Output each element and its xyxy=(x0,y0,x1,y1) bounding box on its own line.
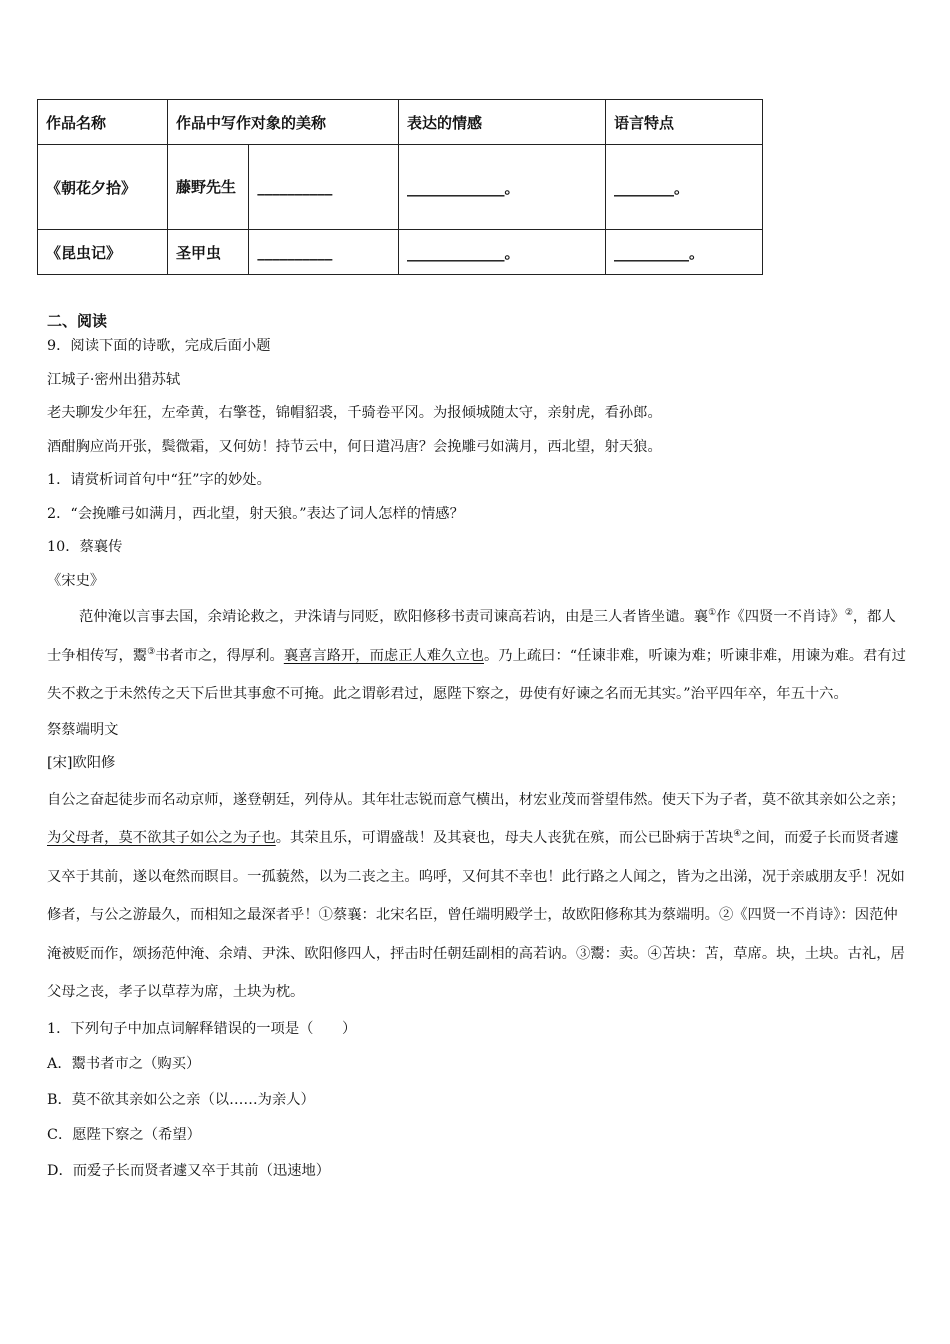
table-row xyxy=(38,145,763,230)
q9-prompt: 9．阅读下面的诗歌，完成后面小题 xyxy=(47,338,271,354)
poem-line: 老夫聊发少年狂，左牵黄，右擎苍，锦帽貂裘，千骑卷平冈。为报倾城随太守，亲射虎，看孙郎。 xyxy=(47,405,662,421)
q10-title: 10．蔡襄传 xyxy=(47,539,123,555)
source-title: 《宋史》 xyxy=(47,572,105,589)
table-cell-subject: 藤野先生 xyxy=(168,145,249,230)
option-c: C．愿陛下察之（希望） xyxy=(47,1127,201,1143)
table-cell-praise-blank: __________ xyxy=(249,230,399,275)
table-cell-emotion-blank: _____________。 xyxy=(399,145,606,230)
reading-content xyxy=(47,330,907,1189)
underlined-sentence: 襄喜言路开，而虑正人难久立也 xyxy=(283,647,484,664)
table-header-language: 语言特点 xyxy=(606,100,763,145)
poem-line: 酒酣胸应尚开张，鬓微霜，又何妨！持节云中，何日遣冯唐？会挽雕弓如满月，西北望，射天狼。 xyxy=(47,438,662,455)
table-cell-praise-blank: __________ xyxy=(249,145,399,230)
table-cell-work: 《朝花夕拾》 xyxy=(38,145,168,230)
table-cell-work: 《昆虫记》 xyxy=(38,230,168,275)
table-header-emotion: 表达的情感 xyxy=(399,100,606,145)
option-a: A．鬻书者市之（购买） xyxy=(47,1056,201,1072)
table-cell-language-blank: __________。 xyxy=(606,230,763,275)
table-header-work: 作品名称 xyxy=(38,100,168,145)
section-title: 二、阅读 xyxy=(47,312,108,330)
mc-question: 1．下列句子中加点词解释错误的一项是（ ） xyxy=(47,1020,357,1037)
info-table xyxy=(37,99,763,275)
table-cell-emotion-blank: _____________。 xyxy=(399,230,606,275)
essay-title: 祭蔡端明文 xyxy=(47,721,119,738)
option-d: D．而爱子长而贤者遽又卒于其前（迅速地） xyxy=(47,1162,331,1179)
essay-author: [宋]欧阳修 xyxy=(47,755,116,771)
poem-title: 江城子·密州出猎苏轼 xyxy=(47,371,181,388)
table-row xyxy=(38,230,763,275)
q9-question: 2．“会挽雕弓如满月，西北望，射天狼。”表达了词人怎样的情感？ xyxy=(47,505,464,522)
option-b: B．莫不欲其亲如公之亲（以……为亲人） xyxy=(47,1091,315,1108)
passage-jiwen: 自公之奋起徒步而名动京师，遂登朝廷，列侍从。其年壮志锐而意气横出，材宏业茂而誉望伟然。使天下为子者，莫不欲其亲如公之亲；为父母者，莫不欲其子如公之为子也。其荣且乐，可谓盛哉！及其衰也，母夫人丧犹在殡，而公已卧病于苫块④之间，而爱子长而贤者遽又卒于其前，遂以奄然而瞑目。一孤藐然，以为二丧之主。呜呼，又何其不幸也！此行路之人闻之，皆为之出涕，况于亲戚朋友乎！况如修者，与公之游最久，而相知之最深者乎！①蔡襄：北宋名臣，曾任端明殿学士，故欧阳修称其为蔡端明。②《四贤一不肖诗》：因范仲淹被贬而作，颂扬范仲淹、余靖、尹洙、欧阳修四人，抨击时任朝廷副相的高若讷。③鬻：卖。④苫块：苫，草席。块，土块。古礼，居父母之丧，孝子以草荐为席，土块为枕。 xyxy=(47,791,905,1000)
table-cell-subject: 圣甲虫 xyxy=(168,230,249,275)
table-header-subject: 作品中写作对象的美称 xyxy=(168,100,399,145)
table-cell-language-blank: ________。 xyxy=(606,145,763,230)
q9-question: 1．请赏析词首句中“狂”字的妙处。 xyxy=(47,472,271,488)
underlined-sentence: 为父母者，莫不欲其子如公之为子也 xyxy=(47,830,276,846)
passage-songshi: 范仲淹以言事去国，余靖论救之，尹洙请与同贬，欧阳修移书责司谏高若讷，由是三人者皆坐谴。襄①作《四贤一不肖诗》②，都人士争相传写，鬻③书者市之，得厚利。襄喜言路开，而虑正人难久立也。乃上疏曰：“任谏非难，听谏为难；听谏非难，用谏为难。君有过失不救之于未然传之天下后世其事愈不可掩。此之谓彰君过，愿陛下察之，毋使有好谏之名而无其实。”治平四年卒，年五十六。 xyxy=(47,608,906,702)
